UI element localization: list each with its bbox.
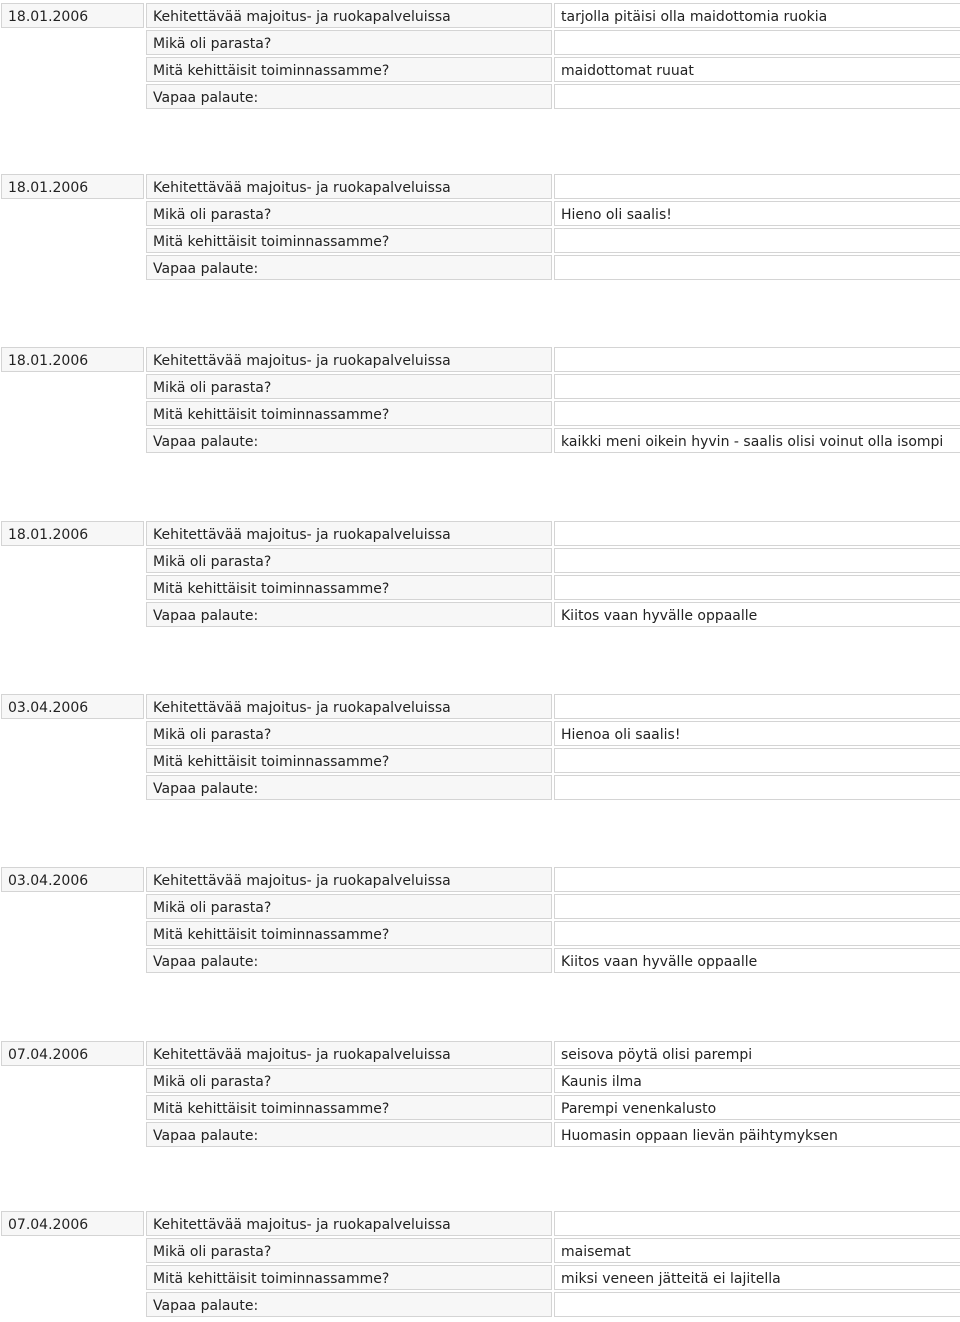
label-best: Mikä oli parasta?: [146, 201, 552, 226]
entry-category: Kehitettävää majoitus- ja ruokapalveluissa: [146, 1211, 552, 1236]
entry-category: Kehitettävää majoitus- ja ruokapalveluissa: [146, 867, 552, 892]
label-free: Vapaa palaute:: [146, 602, 552, 627]
feedback-entry: [1, 694, 959, 800]
answer-improve: [554, 228, 960, 253]
spacer-cell: [1, 575, 144, 600]
entry-category: Kehitettävää majoitus- ja ruokapalveluissa: [146, 174, 552, 199]
spacer-cell: [1, 548, 144, 573]
entry-category: Kehitettävää majoitus- ja ruokapalveluissa: [146, 3, 552, 28]
spacer-cell: [1, 401, 144, 426]
feedback-entry: [1, 347, 959, 453]
entry-category: Kehitettävää majoitus- ja ruokapalveluissa: [146, 694, 552, 719]
answer-best: Hieno oli saalis!: [554, 201, 960, 226]
feedback-entry: [1, 3, 959, 109]
label-free: Vapaa palaute:: [146, 84, 552, 109]
entry-category: Kehitettävää majoitus- ja ruokapalveluissa: [146, 1041, 552, 1066]
spacer-cell: [1, 1068, 144, 1093]
entry-date: 18.01.2006: [1, 347, 144, 372]
label-free: Vapaa palaute:: [146, 775, 552, 800]
answer-improve: Parempi venenkalusto: [554, 1095, 960, 1120]
label-improve: Mitä kehittäisit toiminnassamme?: [146, 57, 552, 82]
spacer-cell: [1, 57, 144, 82]
spacer-cell: [1, 602, 144, 627]
answer-free: kaikki meni oikein hyvin - saalis olisi voinut olla isompi: [554, 428, 960, 453]
answer-free: [554, 1292, 960, 1317]
answer-best: [554, 894, 960, 919]
label-improve: Mitä kehittäisit toiminnassamme?: [146, 748, 552, 773]
spacer-cell: [1, 894, 144, 919]
label-best: Mikä oli parasta?: [146, 1068, 552, 1093]
entry-answer-header: [554, 1211, 960, 1236]
spacer-cell: [1, 228, 144, 253]
answer-free: [554, 255, 960, 280]
entry-category: Kehitettävää majoitus- ja ruokapalveluissa: [146, 521, 552, 546]
label-best: Mikä oli parasta?: [146, 894, 552, 919]
answer-improve: [554, 748, 960, 773]
answer-improve: miksi veneen jätteitä ei lajitella: [554, 1265, 960, 1290]
entry-answer-header: [554, 521, 960, 546]
entry-category: Kehitettävää majoitus- ja ruokapalveluissa: [146, 347, 552, 372]
answer-best: [554, 374, 960, 399]
spacer-cell: [1, 255, 144, 280]
answer-improve: [554, 575, 960, 600]
entry-date: 03.04.2006: [1, 694, 144, 719]
answer-free: [554, 775, 960, 800]
spacer-cell: [1, 721, 144, 746]
answer-free: [554, 84, 960, 109]
feedback-entry: [1, 174, 959, 280]
label-best: Mikä oli parasta?: [146, 548, 552, 573]
answer-best: maisemat: [554, 1238, 960, 1263]
label-best: Mikä oli parasta?: [146, 1238, 552, 1263]
label-best: Mikä oli parasta?: [146, 721, 552, 746]
label-improve: Mitä kehittäisit toiminnassamme?: [146, 401, 552, 426]
answer-free: Huomasin oppaan lievän päihtymyksen: [554, 1122, 960, 1147]
answer-improve: maidottomat ruuat: [554, 57, 960, 82]
label-best: Mikä oli parasta?: [146, 374, 552, 399]
label-improve: Mitä kehittäisit toiminnassamme?: [146, 1095, 552, 1120]
answer-improve: [554, 921, 960, 946]
label-best: Mikä oli parasta?: [146, 30, 552, 55]
spacer-cell: [1, 1265, 144, 1290]
answer-free: Kiitos vaan hyvälle oppaalle: [554, 948, 960, 973]
entry-date: 18.01.2006: [1, 174, 144, 199]
entry-date: 03.04.2006: [1, 867, 144, 892]
spacer-cell: [1, 1292, 144, 1317]
label-improve: Mitä kehittäisit toiminnassamme?: [146, 921, 552, 946]
label-free: Vapaa palaute:: [146, 948, 552, 973]
answer-best: Kaunis ilma: [554, 1068, 960, 1093]
answer-best: Hienoa oli saalis!: [554, 721, 960, 746]
spacer-cell: [1, 374, 144, 399]
spacer-cell: [1, 948, 144, 973]
spacer-cell: [1, 30, 144, 55]
spacer-cell: [1, 201, 144, 226]
label-improve: Mitä kehittäisit toiminnassamme?: [146, 1265, 552, 1290]
entry-answer-header: [554, 347, 960, 372]
label-free: Vapaa palaute:: [146, 255, 552, 280]
entry-answer-header: [554, 174, 960, 199]
entry-answer-header: [554, 694, 960, 719]
entry-answer-header: seisova pöytä olisi parempi: [554, 1041, 960, 1066]
entry-date: 07.04.2006: [1, 1041, 144, 1066]
answer-free: Kiitos vaan hyvälle oppaalle: [554, 602, 960, 627]
answer-improve: [554, 401, 960, 426]
spacer-cell: [1, 1122, 144, 1147]
label-improve: Mitä kehittäisit toiminnassamme?: [146, 575, 552, 600]
entry-date: 07.04.2006: [1, 1211, 144, 1236]
answer-best: [554, 548, 960, 573]
entry-date: 18.01.2006: [1, 521, 144, 546]
feedback-entry: [1, 521, 959, 627]
entry-answer-header: tarjolla pitäisi olla maidottomia ruokia: [554, 3, 960, 28]
entry-answer-header: [554, 867, 960, 892]
feedback-entry: [1, 1211, 959, 1317]
spacer-cell: [1, 921, 144, 946]
label-free: Vapaa palaute:: [146, 1292, 552, 1317]
answer-best: [554, 30, 960, 55]
feedback-entry: [1, 1041, 959, 1147]
spacer-cell: [1, 1238, 144, 1263]
spacer-cell: [1, 428, 144, 453]
spacer-cell: [1, 1095, 144, 1120]
label-improve: Mitä kehittäisit toiminnassamme?: [146, 228, 552, 253]
label-free: Vapaa palaute:: [146, 1122, 552, 1147]
entry-date: 18.01.2006: [1, 3, 144, 28]
spacer-cell: [1, 748, 144, 773]
spacer-cell: [1, 775, 144, 800]
feedback-entry: [1, 867, 959, 973]
spacer-cell: [1, 84, 144, 109]
label-free: Vapaa palaute:: [146, 428, 552, 453]
